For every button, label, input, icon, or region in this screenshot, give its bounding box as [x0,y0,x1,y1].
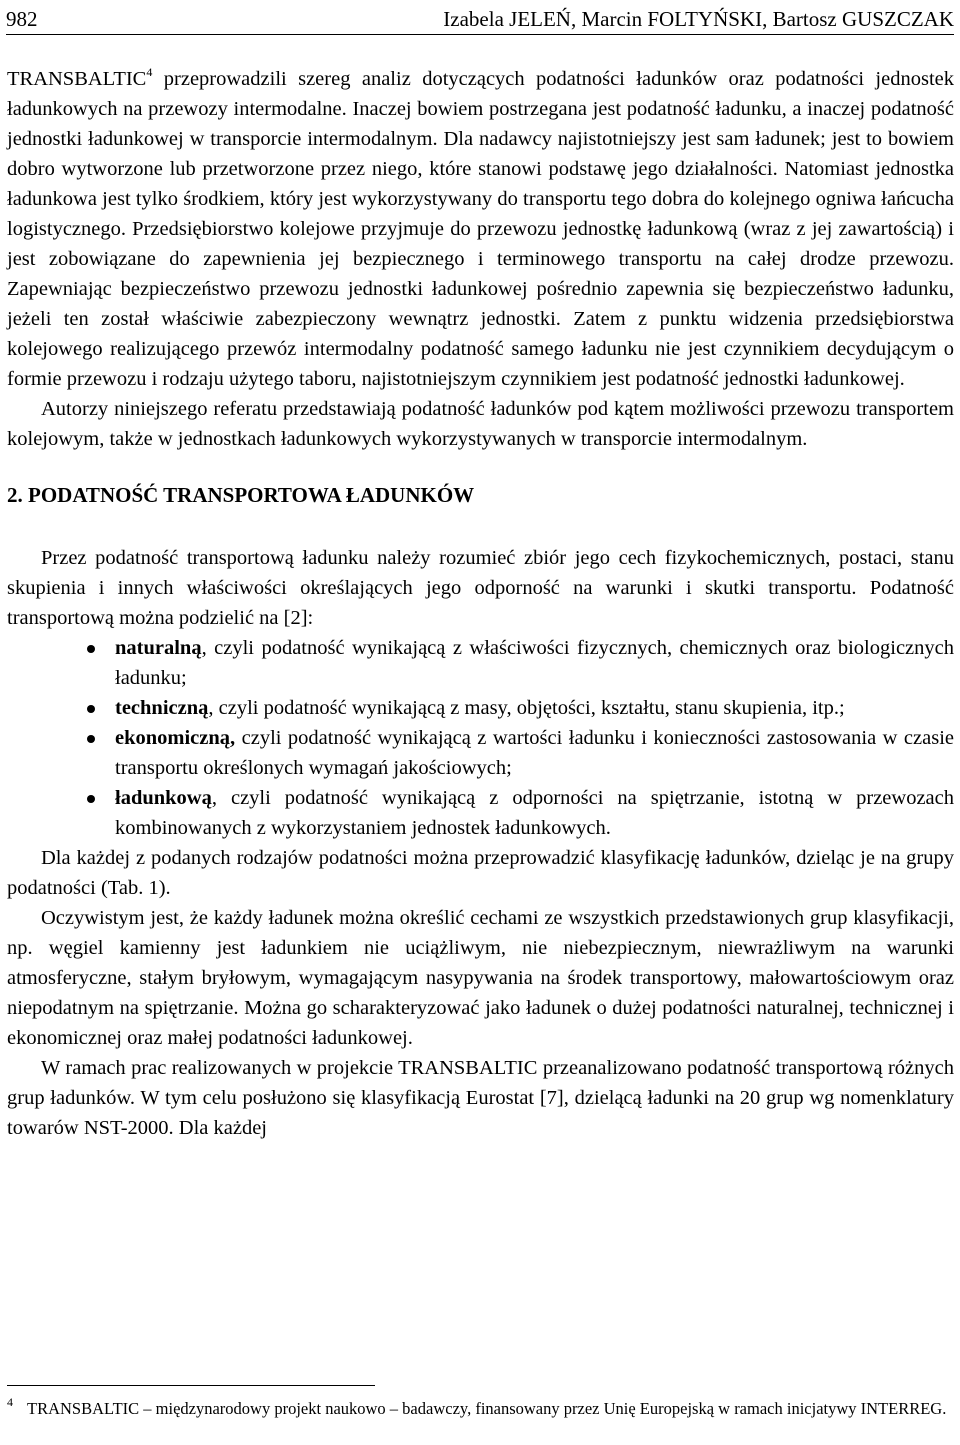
list-item [7,723,954,783]
bullet-icon [87,735,95,743]
footnote-reference: 4 [146,65,153,79]
footnote-text: TRANSBALTIC – międzynarodowy projekt naukowo – badawczy, finansowany przez Unię Europejską w ramach inicjatywy INTERREG. [27,1399,947,1418]
running-header-authors: Izabela JELEŃ, Marcin FOLTYŃSKI, Bartosz GUSZCZAK [443,7,954,31]
list-item [7,693,954,723]
list-item [7,783,954,843]
paragraph-2: Autorzy niniejszego referatu przedstawiają podatność ładunków pod kątem możliwości przewozu transportem kolejowym, także w jednostkach ładunkowych wykorzystywanych w transporcie intermodalnym. [7,398,954,450]
list-item-text: , czyli podatność wynikającą z odporności na spiętrzanie, istotną w przewozach kombinowanych z wykorzystaniem jednostek ładunkowych. [115,787,954,839]
list-item-text: , czyli podatność wynikającą z właściwości fizycznych, chemicznych oraz biologicznych ładunku; [115,637,954,689]
paragraph-4: Dla każdej z podanych rodzajów podatności można przeprowadzić klasyfikację ładunków, dzieląc je na grupy podatności (Tab. 1). [7,847,954,899]
bullet-icon [87,705,95,713]
paragraph-3: Przez podatność transportową ładunku należy rozumieć zbiór jego cech fizykochemicznych, postaci, stanu skupienia i innych właściwości określających jego odporność na warunki i skutki transportu. Podatność transportową można podzielić na [2]: [7,547,954,629]
list-item-text: czyli podatność wynikającą z wartości ładunku i konieczności zastosowania w czasie transportu określonych wymagań jakościowych; [115,727,954,779]
paragraph-5: Oczywistym jest, że każdy ładunek można określić cechami ze wszystkich przedstawionych grup klasyfikacji, np. węgiel kamienny jest ładunkiem nie uciążliwym, nie niebezpiecznym, niewrażliwym na warunki atmosferyczne, stałym bryłowym, wymagającym nasypywania na środek transportowy, małowartościowym oraz niepodatnym na spiętrzanie. Można go scharakteryzować jako ładunek o dużej podatności naturalnej, technicznej i ekonomicznej oraz małej podatności ładunkowej. [7,907,954,1049]
bullet-list [7,633,954,843]
list-item-term: techniczną [115,697,209,719]
bullet-icon [87,645,95,653]
list-item [7,633,954,693]
paragraph-1-rest: przeprowadzili szereg analiz dotyczących podatności ładunków oraz podatności jednostek ładunkowych na przewozy intermodalne. Inaczej bowiem postrzegana jest podatność ładunku, a inaczej podatność jednostki ładunkowej w transporcie intermodalnym. Dla nadawcy najistotniejszy jest sam ładunek; jest to bowiem dobro wytworzone lub przetworzone przez niego, które stanowi podstawę jego działalności. Natomiast jednostka ładunkowa jest tylko środkiem, który jest wykorzystywany do transportu tego dobra do kolejnego ogniwa łańcucha logistycznego. Przedsiębiorstwo kolejowe przyjmuje do przewozu jednostkę ładunkową (wraz z jej zawartością) i jest zobowiązane do zapewnienia jej bezpiecznego i terminowego transportu na całej drodze przewozu. Zapewniając bezpieczeństwo przewozu jednostki ładunkowej pośrednio zapewnia się bezpieczeństwo ładunku, jeżeli ten został właściwie zabezpieczony wewnątrz jednostki. Zatem z punktu widzenia przedsiębiorstwa kolejowego realizującego przewóz intermodalny podatność samego ładunku nie jest czynnikiem decydującym o formie przewozu i rodzaju użytego taboru, najistotniejszym czynnikiem jest podatność jednostki ładunkowej. [7,68,954,390]
footnote-mark: 4 [7,1395,13,1409]
section-title: 2. PODATNOŚĆ TRANSPORTOWA ŁADUNKÓW [7,483,475,507]
list-item-term: ekonomiczną, [115,727,236,749]
list-item-term: naturalną [115,637,202,659]
bullet-icon [87,795,95,803]
list-item-text: , czyli podatność wynikającą z masy, objętości, kształtu, stanu skupienia, itp.; [208,697,845,719]
paragraph-1 [7,64,954,394]
page-number: 982 [6,7,38,31]
footnote [7,1395,954,1420]
body-text [7,64,954,1143]
paragraph-6: W ramach prac realizowanych w projekcie TRANSBALTIC przeanalizowano podatność transportową różnych grup ładunków. W tym celu posłużono się klasyfikacją Eurostat [7], dzielącą ładunki na 20 grup wg nomenklatury towarów NST-2000. Dla każdej [7,1057,954,1139]
list-item-term: ładunkową [115,787,212,809]
footnote-separator [7,1385,375,1386]
running-header [6,4,954,35]
paragraph-1-start: TRANSBALTIC [7,68,147,90]
